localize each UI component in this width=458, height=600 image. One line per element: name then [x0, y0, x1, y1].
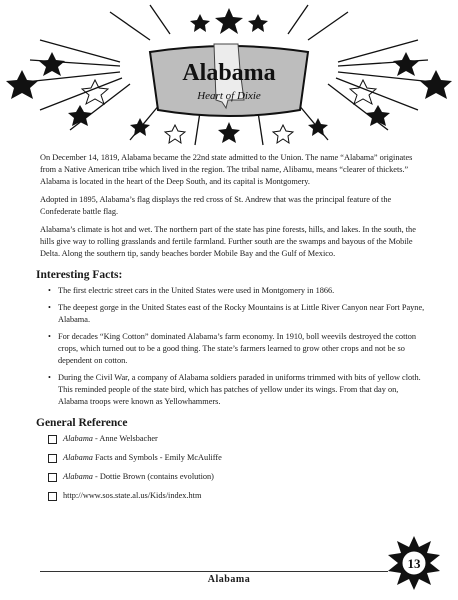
- reference-text: - Anne Welsbacher: [92, 434, 158, 443]
- list-item: [48, 452, 428, 464]
- reference-title: Alabama: [63, 453, 93, 462]
- checkbox-icon: [48, 473, 57, 482]
- references-list: [40, 433, 428, 502]
- facts-list: [40, 285, 428, 408]
- list-item: [48, 285, 428, 297]
- fact-text: During the Civil War, a company of Alabama soldiers paraded in uniforms trimmed with bits of yellow cloth. This reminded people of the state bird, which has patches of yellow under its wings. From that day on, Alabama troops were known as Yellowhammers.: [58, 373, 421, 406]
- bullet-icon: •: [48, 332, 51, 341]
- list-item: [48, 490, 428, 502]
- list-item: [48, 302, 428, 326]
- intro-paragraph: Adopted in 1895, Alabama’s flag displays the red cross of St. Andrew that was the principal feature of the Confederate battle flag.: [40, 195, 392, 216]
- bullet-icon: •: [48, 286, 51, 295]
- bullet-icon: •: [48, 303, 51, 312]
- fact-text: For decades “King Cotton” dominated Alabama’s farm economy. In 1910, boll weevils destroyed the cotton crops, which turned out to be a good thing. The state’s farmers learned to grow other crops and not be so dependent on cotton.: [58, 332, 416, 365]
- reference-text: - Dottie Brown (contains evolution): [92, 472, 214, 481]
- intro-paragraph: Alabama’s climate is hot and wet. The northern part of the state has pine forests, hills, and lakes. In the south, the hills give way to rolling grasslands and fertile farmland. Further south are the swamps and bayous of the Mobile Delta. Along the southern tip, sandy beaches border Mobile Bay and the Gulf of Mexico.: [40, 225, 416, 258]
- page-number-badge: [386, 535, 442, 591]
- checkbox-icon: [48, 435, 57, 444]
- footer-title: Alabama: [207, 574, 251, 585]
- facts-heading: Interesting Facts:: [36, 269, 123, 281]
- main-content: [36, 152, 428, 509]
- list-item: [48, 433, 428, 445]
- intro-paragraph: On December 14, 1819, Alabama became the 22nd state admitted to the Union. The name “Alabama” originates from a Native American tribe which lived in the region. The tribal name, Alibamu, means “clearer of thickets.” Alabama is located in the heart of the Deep South, and its capital is Montgomery.: [40, 153, 413, 186]
- fact-text: The deepest gorge in the United States east of the Rocky Mountains is at Little River Canyon near Fort Payne, Alabama.: [58, 303, 425, 324]
- list-item: [48, 331, 428, 367]
- bullet-icon: •: [48, 373, 51, 382]
- reference-text: Facts and Symbols - Emily McAuliffe: [92, 453, 222, 462]
- reference-link[interactable]: http://www.sos.state.al.us/Kids/index.htm: [63, 491, 202, 500]
- page-subtitle: Heart of Dixie: [197, 90, 261, 102]
- page-title: Alabama: [182, 60, 276, 86]
- reference-title: Alabama: [63, 434, 93, 443]
- checkbox-icon: [48, 454, 57, 463]
- page-number: 13: [407, 556, 421, 571]
- list-item: [48, 372, 428, 408]
- references-heading: General Reference: [36, 417, 128, 429]
- header-banner: [0, 0, 458, 150]
- footer-rule: [40, 571, 388, 572]
- list-item: [48, 471, 428, 483]
- fact-text: The first electric street cars in the United States were used in Montgomery in 1866.: [58, 286, 335, 295]
- reference-title: Alabama: [63, 472, 93, 481]
- checkbox-icon: [48, 492, 57, 501]
